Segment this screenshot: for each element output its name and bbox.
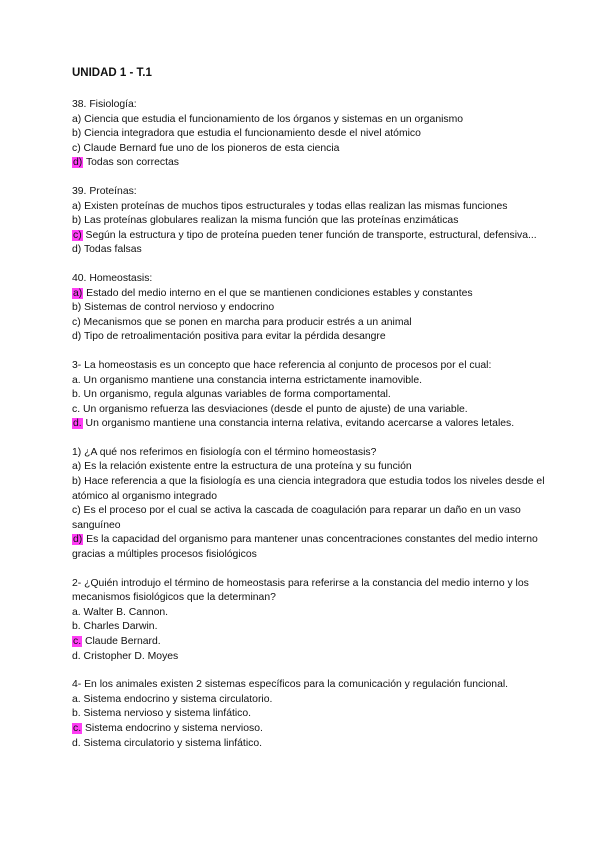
option-text: Hace referencia a que la fisiología es una ciencia integradora que estudia todos los niveles desde el atómico al organismo integrado xyxy=(72,476,545,502)
question-stem: 4- En los animales existen 2 sistemas específicos para la comunicación y regulación funcional. xyxy=(72,679,509,691)
question-block xyxy=(72,446,560,563)
option-text: Ciencia que estudia el funcionamiento de los órganos y sistemas en un organismo xyxy=(81,113,464,125)
option-text: Las proteínas globulares realizan la misma función que las proteínas enzimáticas xyxy=(81,215,459,227)
answer-option xyxy=(72,722,560,737)
option-text: Existen proteínas de muchos tipos estructurales y todas ellas realizan las mismas funciones xyxy=(81,200,508,212)
correct-answer-marker: d) xyxy=(73,157,83,169)
option-text: Walter B. Cannon. xyxy=(80,606,169,618)
answer-option xyxy=(72,243,560,258)
answer-option xyxy=(72,156,560,171)
question-stem: 39. Proteínas: xyxy=(72,185,137,197)
option-letter: b. xyxy=(72,389,81,401)
option-text: Un organismo mantiene una constancia interna relativa, evitando acercarse a valores letales. xyxy=(82,418,515,430)
answer-option xyxy=(72,693,560,708)
answer-option xyxy=(72,388,560,403)
option-letter: b) xyxy=(72,215,82,227)
option-text: Claude Bernard fue uno de los pioneros de esta ciencia xyxy=(80,142,340,154)
option-letter: c) xyxy=(72,142,81,154)
question-block xyxy=(72,98,560,171)
answer-option xyxy=(72,460,560,475)
option-letter: d) xyxy=(72,331,82,343)
answer-option xyxy=(72,504,560,533)
answer-option xyxy=(72,620,560,635)
answer-option xyxy=(72,650,560,665)
option-text: Charles Darwin. xyxy=(80,621,158,633)
answer-option xyxy=(72,113,560,128)
option-letter: b) xyxy=(72,476,82,488)
option-text: Un organismo, regula algunas variables de forma comportamental. xyxy=(80,389,391,401)
answer-option xyxy=(72,475,560,504)
option-letter: d. xyxy=(72,650,81,662)
question-stem: 3- La homeostasis es un concepto que hace referencia al conjunto de procesos por el cual: xyxy=(72,359,492,371)
option-text: Un organismo mantiene una constancia interna estrictamente inamovible. xyxy=(80,374,423,386)
answer-option xyxy=(72,142,560,157)
option-text: Sistema circulatorio y sistema linfático. xyxy=(80,737,262,749)
document-title: UNIDAD 1 - T.1 xyxy=(72,67,152,79)
option-letter: a. xyxy=(72,374,81,386)
answer-option xyxy=(72,127,560,142)
question-stem: 1) ¿A qué nos referimos en fisiología con el término homeostasis? xyxy=(72,446,377,458)
question-block xyxy=(72,678,560,751)
correct-answer-marker: a) xyxy=(73,287,83,299)
option-text: Estado del medio interno en el que se mantienen condiciones estables y constantes xyxy=(83,287,473,299)
answer-option xyxy=(72,403,560,418)
correct-answer-marker: c. xyxy=(73,722,82,734)
option-letter: b. xyxy=(72,708,81,720)
answer-option xyxy=(72,214,560,229)
answer-option xyxy=(72,301,560,316)
answer-option xyxy=(72,330,560,345)
option-text: Ciencia integradora que estudia el funcionamiento desde el nivel atómico xyxy=(81,128,421,140)
option-letter: b. xyxy=(72,621,81,633)
option-text: Todas falsas xyxy=(81,244,142,256)
option-letter: c. xyxy=(72,403,81,415)
option-letter: d) xyxy=(72,244,82,256)
option-letter: a. xyxy=(72,606,81,618)
question-stem: 38. Fisiología: xyxy=(72,99,137,110)
answer-option xyxy=(72,287,560,302)
option-letter: c) xyxy=(72,505,81,517)
option-letter: c) xyxy=(72,316,81,328)
answer-option xyxy=(72,316,560,331)
option-text: Sistema endocrino y sistema circulatorio. xyxy=(80,693,273,705)
option-text: Un organismo refuerza las desviaciones (desde el punto de ajuste) de una variable. xyxy=(80,403,468,415)
correct-answer-marker: d) xyxy=(73,534,83,546)
question-block xyxy=(72,185,560,258)
answer-option xyxy=(72,200,560,215)
option-text: Cristopher D. Moyes xyxy=(80,650,179,662)
answer-option xyxy=(72,533,560,562)
option-text: Según la estructura y tipo de proteína pueden tener función de transporte, estructural, defensiva... xyxy=(82,229,537,241)
option-text: Mecanismos que se ponen en marcha para producir estrés a un animal xyxy=(80,316,412,328)
option-text: Sistema nervioso y sistema linfático. xyxy=(80,708,252,720)
option-text: Es la capacidad del organismo para mantener unas concentraciones constantes del medio interno gracias a múltiples procesos fisiológicos xyxy=(72,534,538,561)
correct-answer-marker: c. xyxy=(73,636,82,647)
question-block xyxy=(72,577,560,665)
option-letter: b) xyxy=(72,302,82,314)
option-text: Es la relación existente entre la estructura de una proteína y su función xyxy=(81,461,412,473)
option-letter: a) xyxy=(72,113,82,125)
correct-answer-marker: c) xyxy=(73,229,82,241)
option-text: Es el proceso por el cual se activa la cascada de coagulación para reparar un daño en un vaso sanguíneo xyxy=(72,505,521,531)
option-letter: a) xyxy=(72,200,82,212)
answer-option xyxy=(72,417,560,432)
answer-option xyxy=(72,606,560,621)
answer-option xyxy=(72,635,560,650)
question-block xyxy=(72,272,560,345)
question-stem: 40. Homeostasis: xyxy=(72,272,153,284)
option-text: Sistemas de control nervioso y endocrino xyxy=(81,302,275,314)
correct-answer-marker: d. xyxy=(73,418,82,430)
answer-option xyxy=(72,737,560,752)
option-text: Tipo de retroalimentación positiva para evitar la pérdida desangre xyxy=(81,331,386,343)
option-letter: a. xyxy=(72,693,81,705)
answer-option xyxy=(72,374,560,389)
option-letter: b) xyxy=(72,128,82,140)
question-list xyxy=(72,98,560,751)
option-letter: a) xyxy=(72,461,82,473)
option-text: Todas son correctas xyxy=(83,157,179,169)
answer-option xyxy=(72,707,560,722)
question-stem: 2- ¿Quién introdujo el término de homeostasis para referirse a la constancia del medio interno y los mecanismos fisiológicos que la determinan? xyxy=(72,577,529,604)
question-block xyxy=(72,359,560,432)
option-text: Claude Bernard. xyxy=(82,636,161,647)
option-letter: d. xyxy=(72,737,81,749)
answer-option xyxy=(72,229,560,244)
option-text: Sistema endocrino y sistema nervioso. xyxy=(82,722,263,734)
